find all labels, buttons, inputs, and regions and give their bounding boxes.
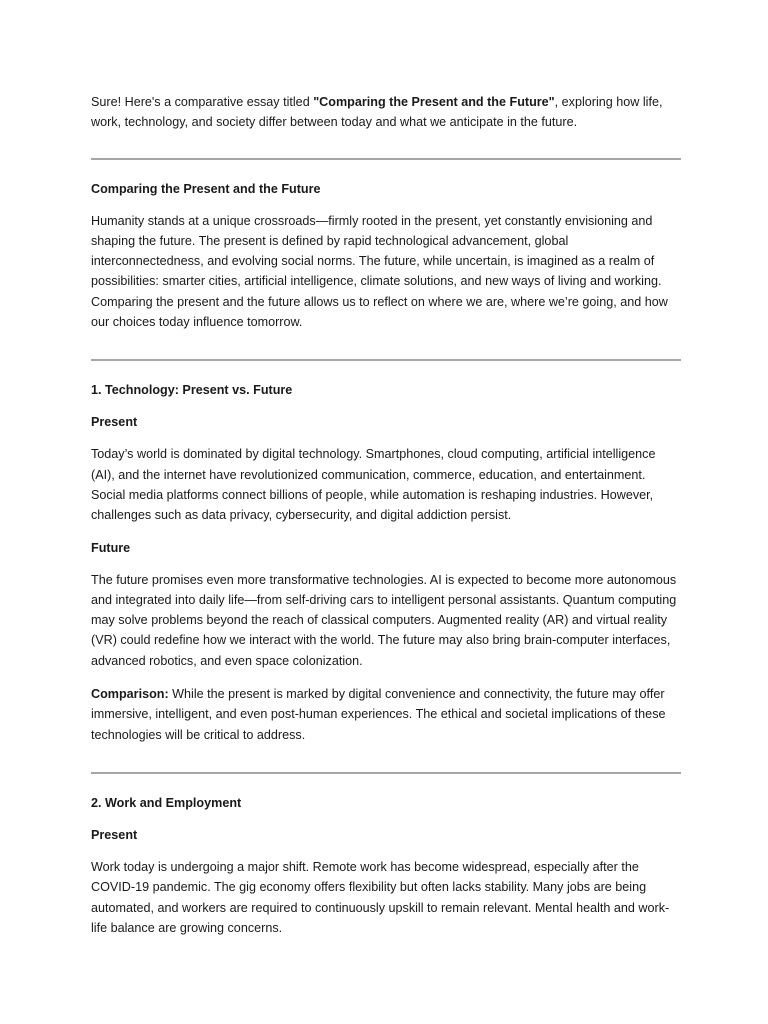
technology-comparison-paragraph (91, 684, 681, 745)
horizontal-rule (91, 772, 681, 774)
comparison-text: While the present is marked by digital convenience and connectivity, the future may offer immersive, intelligent, and even post-human experiences. The ethical and societal implications of these technologies will be critical to address. (91, 687, 666, 742)
subheading-present: Present (91, 827, 138, 842)
subheading-present: Present (91, 415, 138, 430)
technology-present-paragraph: Today’s world is dominated by digital technology. Smartphones, cloud computing, artificial intelligence (AI), and the internet have revolutionized communication, commerce, education, and entertainment. Social media platforms connect billions of people, while automation is reshaping industries. However, challenges such as data privacy, cybersecurity, and digital addiction persist. (91, 447, 656, 523)
subheading-future: Future (91, 540, 131, 555)
section-heading-technology: 1. Technology: Present vs. Future (91, 383, 293, 398)
section-heading-work: 2. Work and Employment (91, 795, 242, 810)
horizontal-rule (91, 158, 681, 160)
intro-prefix: Sure! Here's a comparative essay titled (91, 95, 314, 109)
technology-future-paragraph: The future promises even more transformative technologies. AI is expected to become more autonomous and integrated into daily life—from self-driving cars to intelligent personal assistants. Quantum computing may solve problems beyond the reach of classical computers. Augmented reality (AR) and virtual reality (VR) could redefine how we interact with the world. The future may also bring brain-computer interfaces, advanced robotics, and even space colonization. (91, 572, 677, 668)
intro-quoted-title: "Comparing the Present and the Future" (313, 95, 555, 109)
intro-suffix: , exploring how life, work, technology, and society differ between today and what we anticipate in the future. (91, 95, 663, 130)
comparison-label: Comparison: (91, 687, 169, 702)
horizontal-rule (91, 359, 681, 361)
essay-title: Comparing the Present and the Future (91, 181, 321, 196)
document-page (91, 92, 681, 938)
intro-paragraph (91, 92, 681, 133)
essay-intro-paragraph: Humanity stands at a unique crossroads—firmly rooted in the present, yet constantly envisioning and shaping the future. The present is defined by rapid technological advancement, global interconnectedness, and evolving social norms. The future, while uncertain, is imagined as a realm of possibilities: smarter cities, artificial intelligence, climate solutions, and new ways of living and working. Comparing the present and the future allows us to reflect on where we are, where we’re going, and how our choices today influence tomorrow. (91, 213, 668, 330)
work-present-paragraph: Work today is undergoing a major shift. Remote work has become widespread, especially after the COVID-19 pandemic. The gig economy offers flexibility but often lacks stability. Many jobs are being automated, and workers are required to continuously upskill to remain relevant. Mental health and work-life balance are growing concerns. (91, 859, 670, 935)
